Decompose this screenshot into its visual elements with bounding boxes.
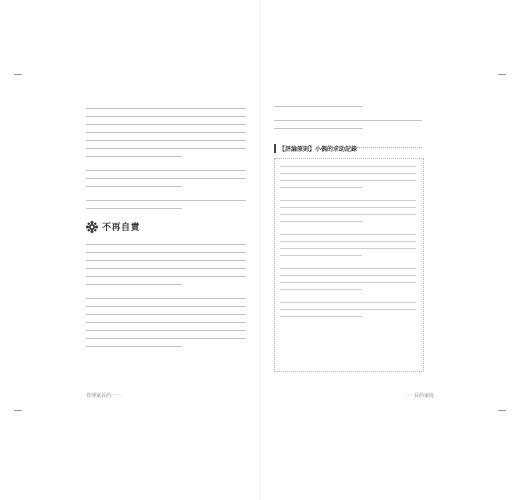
text-line <box>280 241 416 242</box>
text-line <box>86 298 246 299</box>
text-line <box>274 106 363 107</box>
text-line <box>86 178 246 179</box>
text-line <box>86 132 246 133</box>
crop-mark <box>498 410 506 411</box>
case-study-box <box>274 144 422 374</box>
text-line <box>86 346 182 347</box>
gear-flower-icon <box>86 221 98 233</box>
crop-mark <box>14 74 22 75</box>
text-line <box>280 248 416 249</box>
text-line <box>86 322 246 323</box>
text-line <box>86 252 246 253</box>
text-line <box>280 221 362 222</box>
text-line <box>86 244 246 245</box>
text-line <box>280 316 362 317</box>
text-line <box>280 268 416 269</box>
text-line <box>86 140 246 141</box>
text-line <box>280 166 416 167</box>
right-footer: ⋯⋯長的家庭 <box>403 393 434 399</box>
text-line <box>86 116 246 117</box>
left-footer: 管理家長的⋯⋯ <box>86 393 122 399</box>
right-intro-lines <box>274 106 422 136</box>
text-line <box>280 200 416 201</box>
text-line <box>86 156 182 157</box>
text-line <box>280 234 416 235</box>
text-line <box>274 128 363 129</box>
crop-mark <box>14 410 22 411</box>
text-line <box>280 214 416 215</box>
text-line <box>86 276 246 277</box>
case-study-text <box>280 166 416 323</box>
title-leader-dots <box>330 147 422 148</box>
text-line <box>274 120 422 121</box>
text-line <box>280 187 362 188</box>
case-study-title: 【評論原則】小偶的求助記錄 <box>274 144 357 153</box>
section-title: 不再自責 <box>102 223 141 233</box>
text-line <box>86 124 246 125</box>
text-line <box>86 284 182 285</box>
text-line <box>86 306 246 307</box>
text-line <box>280 207 416 208</box>
text-line <box>86 268 246 269</box>
text-line <box>86 148 246 149</box>
text-line <box>86 338 246 339</box>
text-line <box>280 275 416 276</box>
text-line <box>280 302 416 303</box>
section-heading <box>86 220 140 233</box>
crop-mark <box>498 74 506 75</box>
right-page <box>260 0 520 500</box>
text-line <box>86 330 246 331</box>
text-line <box>280 282 416 283</box>
text-line <box>86 186 182 187</box>
text-line <box>86 170 246 171</box>
text-line <box>280 180 416 181</box>
text-line <box>280 173 416 174</box>
text-line <box>280 289 362 290</box>
left-paragraphs-after-heading <box>86 244 246 354</box>
left-paragraphs <box>86 108 246 216</box>
text-line <box>86 208 182 209</box>
text-line <box>280 255 362 256</box>
text-line <box>86 314 246 315</box>
text-line <box>86 200 246 201</box>
text-line <box>86 108 246 109</box>
text-line <box>280 309 416 310</box>
text-line <box>86 260 246 261</box>
